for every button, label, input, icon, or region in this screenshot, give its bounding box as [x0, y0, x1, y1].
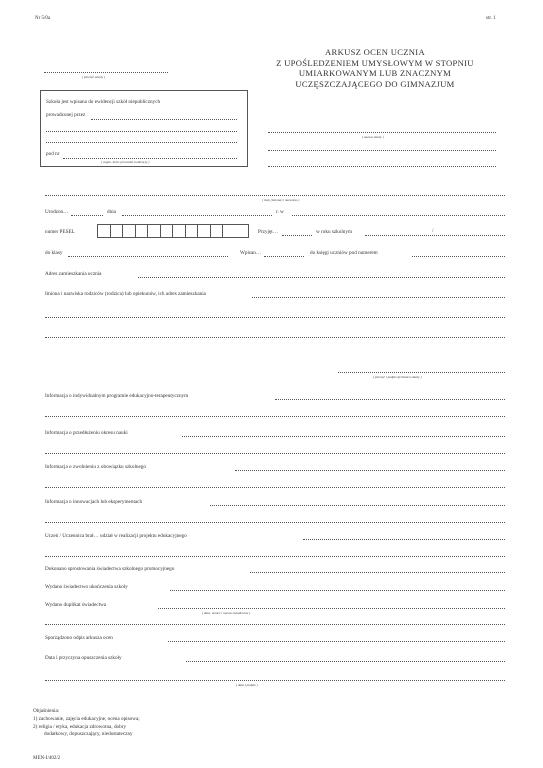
place-label: r. w — [276, 209, 284, 215]
info-innovations-label: Informacja o innowacjach lub eksperymentach — [45, 499, 143, 505]
leave-label: Data i przyczyna opuszczenia szkoły — [45, 655, 122, 661]
parents-label: Imiona i nazwiska rodziców (rodzica) lub opiekunów, ich adres zamieszkania — [45, 291, 206, 297]
book-label: do księgi uczniów pod numerem — [310, 250, 378, 256]
info-exemption-label: Informacja o zwolnieniu z obowiązku szkolnego — [45, 464, 146, 470]
student-name-caption: ( imię (imiona) i nazwisko ) — [262, 198, 300, 202]
register-line-2: prowadzonej przez — [46, 112, 86, 118]
title-line: UMIARKOWANYM LUB ZNACZNYM — [298, 68, 452, 79]
school-stamp-line — [44, 72, 168, 73]
register-caption: ( organ, który prowadzi ewidencję ) — [101, 160, 150, 164]
class-label: do klasy — [45, 250, 63, 256]
duplicate-caption: ( data, numer i nazwa świadectwa ) — [202, 611, 251, 615]
title-line: Z UPOŚLEDZENIEM UMYSŁOWYM W STOPNIU — [276, 57, 474, 68]
title-line: UCZĘSZCZAJĄCEGO DO GIMNAZJUM — [295, 78, 455, 89]
pesel-label: numer PESEL — [45, 229, 75, 235]
info-early-end-label: Informacja o przedłużeniu okresu nauki — [45, 430, 128, 436]
info-program-label: Informacja o indywidualnym programie edukacyjno-terapeutycznym — [45, 393, 189, 399]
register-line-3: pod nr — [46, 151, 60, 157]
footnote-item: 2) religia / etyka, edukacja zdrowotna, dobry — [33, 724, 127, 730]
school-stamp-caption: ( pieczęć szkoły ) — [82, 75, 106, 79]
director-caption: ( pieczęć i podpis dyrektora szkoły ) — [373, 375, 422, 379]
title-line: ARKUSZ OCEN UCZNIA — [325, 47, 425, 57]
student-name-line — [45, 195, 505, 196]
day-label: dnia — [107, 209, 116, 215]
document-title — [210, 47, 540, 89]
born-label: Urodzon… — [45, 209, 69, 215]
admission-label: Przyjęt… — [258, 229, 278, 235]
admission-year-label: w roku szkolnym — [316, 229, 353, 235]
certificate-issue-label: Dokonano sprostowania świadectwa szkolnego promocyjnego — [45, 566, 175, 572]
date-signature-caption: ( data i podpis ) — [236, 683, 258, 687]
address-label: Adres zamieszkania ucznia — [45, 271, 102, 277]
footnote-item: dodatkowy, dopuszczający, niedostateczny — [44, 731, 133, 737]
footnotes-heading: Objaśnienia: — [33, 708, 60, 714]
register-label: Wpisan… — [240, 250, 262, 256]
form-number: Nr 5/0a — [35, 16, 51, 21]
director-signature-line — [338, 372, 505, 373]
form-code: MEN-I/402/2 — [33, 756, 61, 761]
school-name-caption: ( nazwa szkoły ) — [362, 135, 384, 139]
project-label: Uczeń / Uczennica brał… udział w realizacji projektu edukacyjnego — [45, 533, 187, 539]
page-number: str. 1 — [486, 16, 496, 21]
register-box — [40, 90, 248, 167]
pesel-boxes[interactable] — [97, 224, 249, 238]
records-label: Sporządzono odpis arkusza ocen — [45, 635, 113, 641]
register-line-1: Szkoła jest wpisana do ewidencji szkół niepublicznych — [46, 99, 161, 105]
duplicate-label: Wydano duplikat świadectwa — [45, 602, 107, 608]
certificate-completion-label: Wydano świadectwo ukończenia szkoły — [45, 584, 128, 590]
footnote-item: 1) zachowanie, zajęcia edukacyjne, ocena opisowa; — [33, 716, 140, 722]
